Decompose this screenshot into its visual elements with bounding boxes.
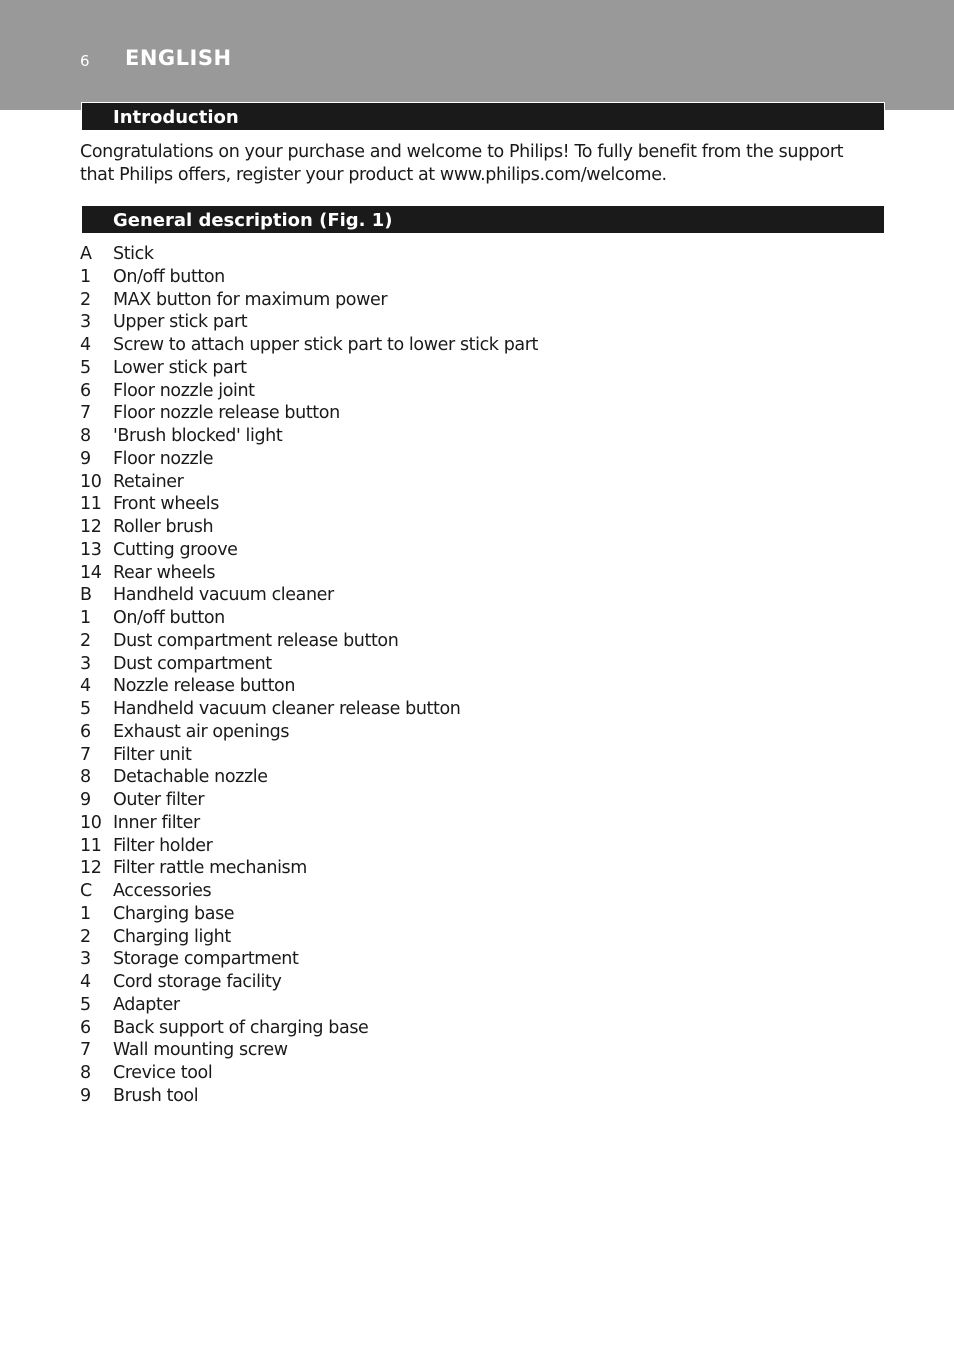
list-item-key: B — [80, 585, 92, 606]
list-item — [80, 812, 538, 835]
list-item — [80, 289, 538, 312]
list-item-label: Lower stick part — [113, 357, 247, 378]
list-item-key: 6 — [80, 380, 91, 401]
list-item-key: 5 — [80, 699, 91, 719]
list-item — [80, 539, 538, 562]
page-header-band — [0, 0, 954, 110]
list-item — [80, 653, 538, 676]
list-item-key: 8 — [80, 426, 91, 446]
list-item — [80, 698, 538, 721]
list-item-key: 9 — [80, 448, 91, 469]
list-item-label: Floor nozzle joint — [113, 380, 255, 401]
list-item — [80, 607, 538, 630]
list-item-key: 8 — [80, 767, 91, 788]
list-item-label: Inner filter — [113, 812, 200, 833]
list-item-label: Handheld vacuum cleaner — [113, 585, 334, 606]
list-item — [80, 994, 538, 1017]
list-item — [80, 1017, 538, 1040]
list-item-key: 11 — [80, 835, 102, 856]
list-item-label: Rear wheels — [113, 562, 216, 583]
list-item — [80, 948, 538, 971]
list-item — [80, 448, 538, 471]
list-item — [80, 357, 538, 380]
list-item-label: Retainer — [113, 471, 184, 492]
list-item — [80, 584, 538, 607]
list-item-key: 4 — [80, 676, 91, 697]
list-item-label: Stick — [113, 244, 154, 264]
list-item — [80, 721, 538, 744]
list-item-label: Roller brush — [113, 517, 214, 537]
list-item-label: Front wheels — [113, 494, 219, 515]
list-item-key: 9 — [80, 1085, 91, 1106]
list-item — [80, 471, 538, 494]
list-item — [80, 266, 538, 289]
list-item-label: Floor nozzle release button — [113, 403, 340, 424]
list-item-label: Dust compartment release button — [113, 630, 399, 651]
list-item — [80, 516, 538, 539]
list-item-key: C — [80, 881, 92, 901]
list-item-key: 7 — [80, 1040, 91, 1061]
list-item-key: 8 — [80, 1063, 91, 1083]
list-item-key: 7 — [80, 403, 91, 424]
language-title: ENGLISH — [125, 46, 232, 70]
list-item — [80, 675, 538, 698]
list-item-label: Back support of charging base — [113, 1017, 369, 1038]
list-item — [80, 766, 538, 789]
list-item-label: On/off button — [113, 266, 225, 287]
list-item-key: 2 — [80, 630, 91, 651]
list-item — [80, 880, 538, 903]
list-item — [80, 744, 538, 767]
list-item — [80, 1062, 538, 1085]
list-item-key: 3 — [80, 312, 91, 333]
list-item-label: Dust compartment — [113, 653, 272, 674]
list-item-label: Storage compartment — [113, 949, 299, 970]
list-item-label: Outer filter — [113, 790, 205, 810]
introduction-heading: Introduction — [113, 107, 239, 128]
list-item-key: 4 — [80, 335, 91, 355]
list-item-label: Cord storage facility — [113, 972, 282, 992]
list-item-key: 11 — [80, 494, 102, 515]
list-item-key: 10 — [80, 471, 102, 492]
list-item-key: 6 — [80, 1017, 91, 1038]
parts-list — [80, 243, 538, 1108]
list-item — [80, 1085, 538, 1108]
list-item-key: 5 — [80, 357, 91, 378]
list-item-key: 4 — [80, 972, 91, 992]
list-item — [80, 243, 538, 266]
list-item — [80, 380, 538, 403]
list-item-label: Filter rattle mechanism — [113, 858, 307, 879]
list-item — [80, 971, 538, 994]
introduction-text: Congratulations on your purchase and welcome to Philips! To fully benefit from the support that Philips offers, register your product at www.philips.com/welcome. — [80, 142, 844, 185]
list-item — [80, 835, 538, 858]
list-item-key: 3 — [80, 949, 91, 970]
list-item-key: 7 — [80, 744, 91, 765]
list-item-label: MAX button for maximum power — [113, 289, 388, 310]
list-item — [80, 789, 538, 812]
list-item — [80, 493, 538, 516]
list-item — [80, 630, 538, 653]
list-item-key: 12 — [80, 517, 102, 537]
list-item-label: Handheld vacuum cleaner release button — [113, 699, 461, 719]
section-heading-general-description — [81, 205, 885, 234]
page-number: 6 — [80, 52, 90, 70]
list-item — [80, 857, 538, 880]
list-item-key: 9 — [80, 790, 91, 810]
list-item-label: Screw to attach upper stick part to lower stick part — [113, 335, 538, 355]
list-item-label: Exhaust air openings — [113, 721, 290, 742]
list-item — [80, 926, 538, 949]
list-item — [80, 402, 538, 425]
list-item-label: On/off button — [113, 608, 225, 628]
list-item — [80, 334, 538, 357]
list-item-label: Nozzle release button — [113, 676, 296, 697]
list-item-key: 13 — [80, 539, 102, 560]
list-item-label: Detachable nozzle — [113, 767, 268, 788]
list-item-label: Charging light — [113, 926, 231, 947]
list-item-key: 2 — [80, 289, 91, 310]
general-description-heading: General description (Fig. 1) — [113, 210, 393, 231]
list-item-key: 10 — [80, 812, 102, 833]
list-item-key: 2 — [80, 926, 91, 947]
list-item — [80, 903, 538, 926]
list-item-key: 6 — [80, 721, 91, 742]
list-item-label: Charging base — [113, 903, 235, 924]
list-item-key: 3 — [80, 653, 91, 674]
list-item-label: Brush tool — [113, 1085, 199, 1106]
list-item-label: Floor nozzle — [113, 448, 214, 469]
list-item-label: Wall mounting screw — [113, 1040, 288, 1061]
list-item-key: 12 — [80, 858, 102, 879]
list-item — [80, 425, 538, 448]
section-heading-introduction — [81, 102, 885, 131]
list-item-label: Cutting groove — [113, 539, 238, 560]
list-item-label: Crevice tool — [113, 1063, 213, 1083]
list-item-key: 1 — [80, 608, 91, 628]
list-item-label: Adapter — [113, 994, 180, 1015]
list-item-label: Filter unit — [113, 744, 192, 765]
list-item — [80, 1039, 538, 1062]
list-item-key: 1 — [80, 903, 91, 924]
list-item-key: A — [80, 244, 92, 264]
list-item-label: Accessories — [113, 881, 212, 901]
list-item-key: 1 — [80, 266, 91, 287]
list-item-label: 'Brush blocked' light — [113, 426, 283, 446]
list-item-label: Filter holder — [113, 835, 213, 856]
list-item-key: 5 — [80, 994, 91, 1015]
list-item-label: Upper stick part — [113, 312, 248, 333]
list-item — [80, 311, 538, 334]
list-item — [80, 562, 538, 585]
list-item-key: 14 — [80, 562, 102, 583]
